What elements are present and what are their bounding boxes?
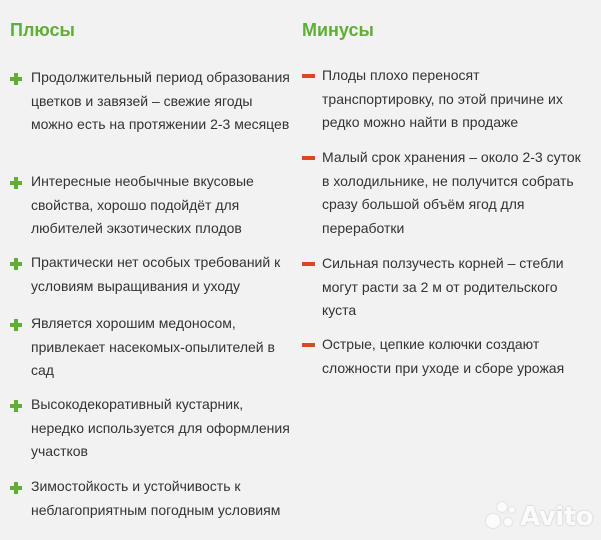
pros-item-text: Интересные необычные вкусовые свойства, хорошо подойдёт для любителей экзотических плодов: [31, 173, 254, 236]
cons-item-text: Малый срок хранения – около 2-3 суток в холодильнике, не получится собрать сразу большой объём ягод для переработки: [322, 149, 581, 236]
pros-item-text: Зимостойкость и устойчивость к неблагоприятным погодным условиям: [31, 478, 281, 518]
pros-item-text: Практически нет особых требований к условиям выращивания и уходу: [31, 254, 281, 294]
pros-item-text: Высокодекоративный кустарник, нередко используется для оформления участков: [31, 396, 290, 459]
watermark-text: Avito: [520, 502, 593, 532]
pros-item-text: Продолжительный период образования цветков и завязей – свежие ягоды можно есть на протяжении 2-3 месяцев: [31, 69, 290, 132]
cons-item-text: Острые, цепкие колючки создают сложности при уходе и сборе урожая: [322, 336, 565, 376]
plus-icon: [10, 73, 22, 85]
cons-item-text: Плоды плохо переносят транспортировку, по этой причине их редко можно найти в продаже: [322, 67, 563, 130]
pros-item-text: Является хорошим медоносом, привлекает насекомых-опылителей в сад: [31, 315, 275, 378]
avito-watermark: [486, 502, 593, 532]
plus-icon: [10, 177, 22, 189]
minus-icon: [302, 156, 315, 160]
minus-icon: [302, 74, 315, 78]
plus-icon: [10, 400, 22, 412]
avito-logo-icon: [486, 502, 516, 532]
minus-icon: [302, 262, 315, 266]
cons-item-text: Сильная ползучесть корней – стебли могут расти за 2 м от родительского куста: [322, 255, 564, 318]
cons-heading: Минусы: [302, 20, 374, 40]
plus-icon: [10, 258, 22, 270]
minus-icon: [302, 343, 315, 347]
plus-icon: [10, 482, 22, 494]
plus-icon: [10, 319, 22, 331]
pros-heading: Плюсы: [10, 20, 75, 40]
